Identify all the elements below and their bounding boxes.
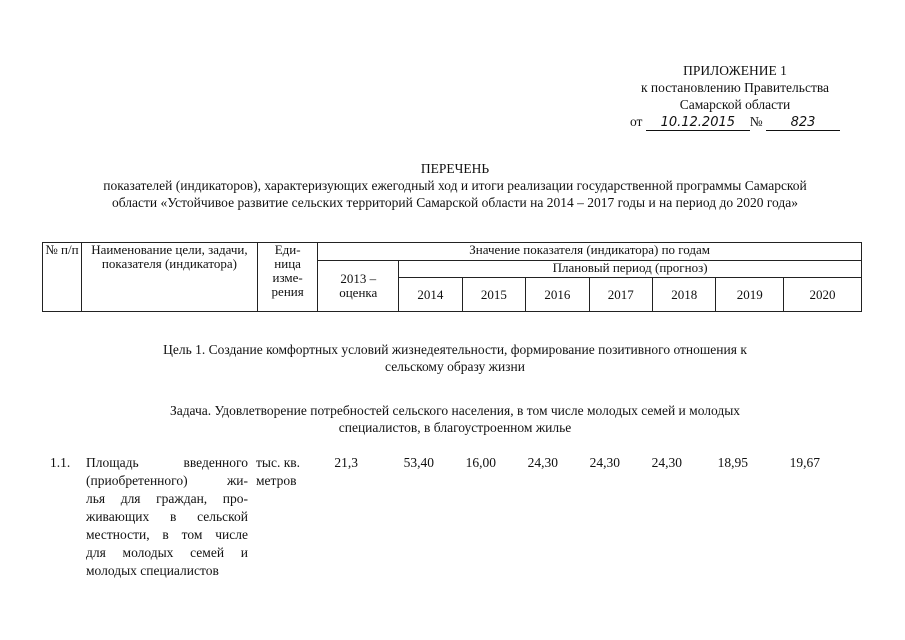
task-line-1: Задача. Удовлетворение потребностей сельского населения, в том числе молодых семей и молодых [169, 403, 741, 418]
header-num: № п/п [43, 243, 82, 312]
header-unit: Еди- ница изме- рения [257, 243, 317, 312]
unit-line-1: тыс. кв. [256, 455, 301, 470]
indicator-name-line: молодых специалистов [86, 563, 219, 578]
handwritten-number: 823 [766, 116, 840, 131]
task-line-2: специалистов, в благоустроенном жилье [338, 420, 572, 435]
heading-title: ПЕРЕЧЕНЬ [420, 161, 490, 176]
document-heading [40, 160, 870, 211]
header-name: Наименование цели, задачи, показателя (индикатора) [81, 243, 257, 312]
header-year: 2017 [589, 278, 652, 312]
goal-line-2: сельскому образу жизни [385, 359, 525, 374]
value-2015: 16,00 [465, 455, 496, 470]
value-2013: 21,3 [334, 455, 358, 470]
header-year: 2018 [653, 278, 716, 312]
appendix-line-2: Самарской области [679, 97, 791, 112]
goal-line-1: Цель 1. Создание комфортных условий жизнедеятельности, формирование позитивного отношения к [163, 342, 747, 357]
header-estimate: 2013 – оценка [318, 261, 399, 312]
unit-line-2: метров [256, 473, 297, 488]
header-year: 2015 [462, 278, 525, 312]
value-2019: 18,95 [717, 455, 748, 470]
goal-heading [60, 341, 850, 375]
indicator-name-line: для молодых семей и [86, 545, 248, 560]
indicator-name-line: лья для граждан, про- [86, 491, 248, 506]
header-year: 2019 [716, 278, 784, 312]
handwritten-date: 10.12.2015 [646, 116, 750, 131]
appendix-line-1: к постановлению Правительства [640, 80, 830, 95]
indicator-name-line: местности, в том числе [86, 527, 248, 542]
header-year: 2020 [784, 278, 862, 312]
indicator-unit [256, 454, 312, 490]
task-heading [60, 402, 850, 436]
date-prefix: от [629, 114, 643, 129]
header-year: 2014 [399, 278, 462, 312]
indicator-name-line: (приобретенного) жи- [86, 473, 248, 488]
header-year: 2016 [526, 278, 589, 312]
value-2017: 24,30 [589, 455, 620, 470]
header-values-title: Значение показателя (индикатора) по годам [318, 243, 862, 261]
indicators-table-header [42, 242, 862, 312]
indicator-name-line: Площадь введенного [86, 455, 248, 470]
appendix-date-line [600, 113, 870, 131]
indicator-number: 1.1. [50, 455, 71, 470]
number-prefix: № [749, 114, 763, 129]
value-2016: 24,30 [527, 455, 558, 470]
heading-line-2: области «Устойчивое развитие сельских территорий Самарской области на 2014 – 2017 годы и на период до 2020 года» [111, 195, 798, 210]
appendix-block [600, 62, 870, 131]
heading-line-1: показателей (индикаторов), характеризующих ежегодный ход и итоги реализации государственной программы Самарской [103, 178, 807, 193]
indicator-row [0, 454, 905, 584]
indicator-name [86, 454, 248, 580]
value-2020: 19,67 [789, 455, 820, 470]
appendix-title: ПРИЛОЖЕНИЕ 1 [683, 63, 787, 78]
value-2018: 24,30 [651, 455, 682, 470]
value-2014: 53,40 [403, 455, 434, 470]
header-planned: Плановый период (прогноз) [399, 261, 862, 278]
indicator-name-line: живающих в сельской [86, 509, 248, 524]
